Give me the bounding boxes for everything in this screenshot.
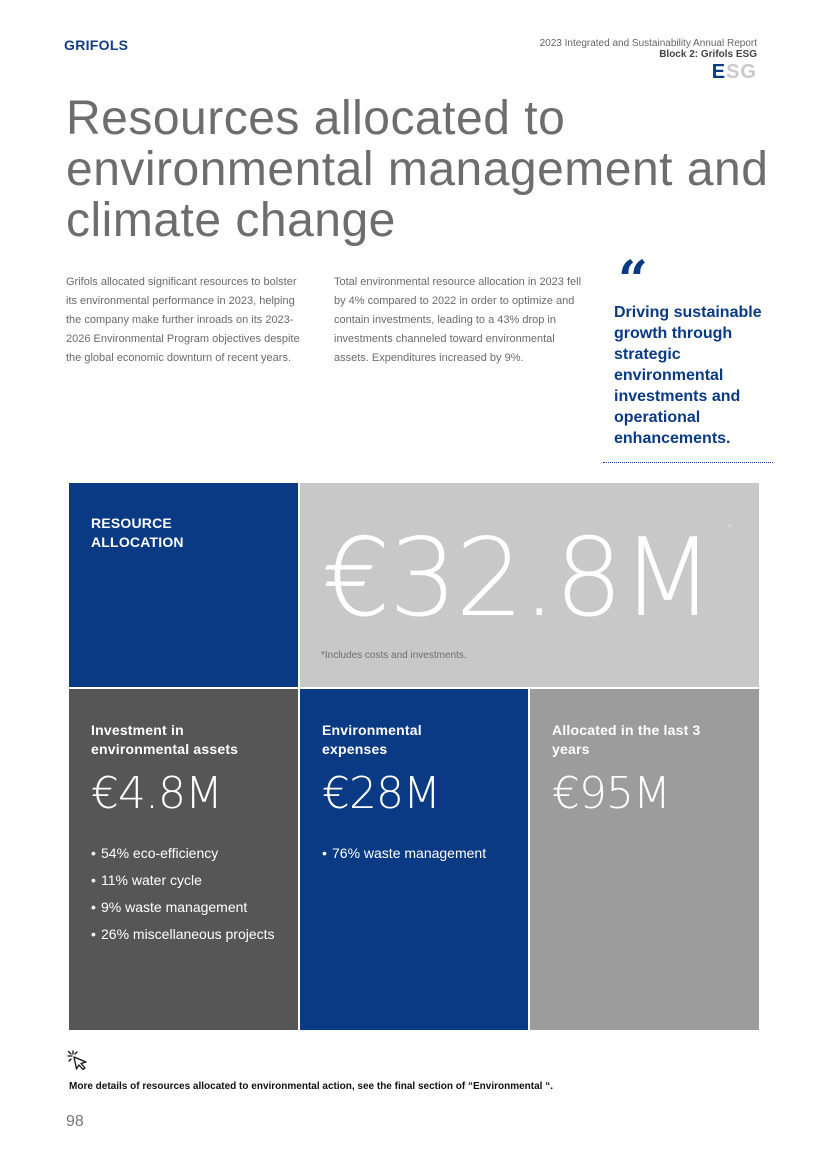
intro-paragraph-left: Grifols allocated significant resources to bolster its environmental performance in 2023, helping the company make further inroads on its 2023-2026 Environmental Program objectives despite the global economic downturn of recent years. [66,276,300,364]
cursor-click-icon [66,1050,90,1072]
total-allocation-tile [300,483,759,687]
resource-allocation-label: RESOURCE ALLOCATION [91,515,184,550]
list-item: • 9% waste management [91,898,281,917]
esg-badge [540,61,757,83]
report-title: 2023 Integrated and Sustainability Annual Report [539,38,757,49]
list-item: • 11% water cycle [91,871,281,890]
last-three-years-value: €95M [552,768,670,819]
list-item: • 26% miscellaneous projects [91,925,281,944]
page-title: Resources allocated to environmental management and climate change [66,92,769,247]
pull-quote: Driving sustainable growth through strategic environmental investments and operational enhancements. [614,304,762,447]
quote-divider [603,462,773,463]
expenses-value: €28M [322,768,440,819]
last-three-years-tile [530,689,759,1030]
esg-sg: SG [726,61,757,83]
footnote-asterisk: * [728,523,732,532]
more-details-note: More details of resources allocated to environmental action, see the final section of “Environmental “. [69,1081,554,1092]
page-number: 98 [66,1113,84,1130]
total-allocation-footnote: *Includes costs and investments. [321,650,467,661]
expenses-tile [300,689,528,1030]
list-item: • 76% waste management [322,844,512,863]
report-block: Block 2: Grifols ESG [659,49,757,60]
resource-allocation-tile [69,483,298,687]
intro-paragraph-right: Total environmental resource allocation in 2023 fell by 4% compared to 2022 in order to optimize and contain investments, leading to a 43% drop in investments channeled toward environmental assets. Expenditures increased by 9%. [334,276,582,364]
expenses-label: Environmental expenses [322,722,422,757]
expenses-breakdown [322,844,512,871]
investment-label: Investment in environmental assets [91,722,239,757]
list-item: • 54% eco-efficiency [91,844,281,863]
investment-tile [69,689,298,1030]
quote-mark-icon: “ [618,250,648,311]
grifols-logo: GRIFOLS [64,37,129,53]
investment-breakdown [91,844,281,952]
last-three-years-label: Allocated in the last 3 years [552,722,701,757]
investment-value: €4.8M [91,768,222,819]
esg-e: E [711,61,727,83]
report-header [540,38,757,83]
total-allocation-value: €32.8M [322,516,713,641]
